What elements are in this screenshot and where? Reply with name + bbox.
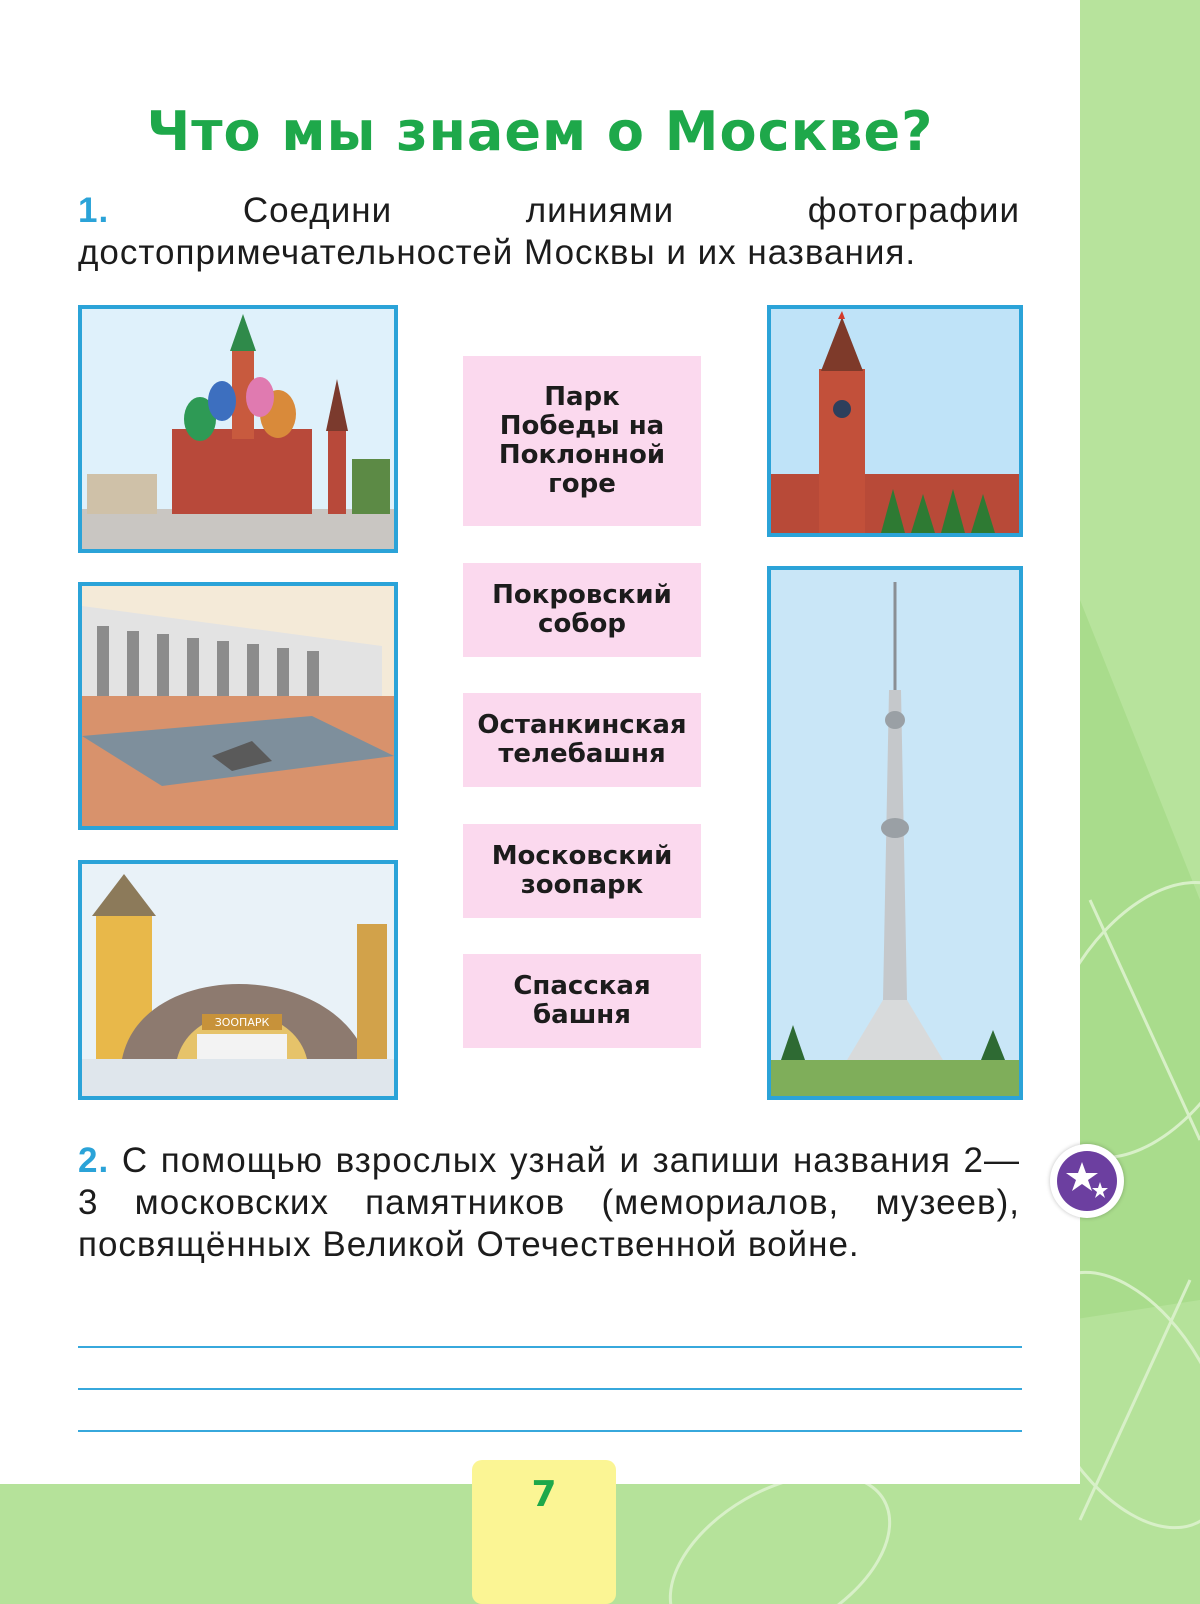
task-1 [78, 190, 1020, 274]
star-icon [1050, 1144, 1124, 1218]
photo-spasskaya-tower[interactable] [767, 305, 1023, 537]
label-victory-park[interactable] [463, 356, 701, 526]
label-ostankino-tower[interactable] [463, 693, 701, 787]
ostankino-tower-illustration [771, 570, 1019, 1096]
label-pokrovsky-cathedral-text: Покровский собор [492, 580, 672, 639]
task-1-number: 1. [78, 191, 110, 230]
zoo-gate-sign: ЗООПАРК [214, 1016, 270, 1029]
label-moscow-zoo[interactable] [463, 824, 701, 918]
task-2 [78, 1140, 1020, 1266]
star-badge [1050, 1144, 1124, 1218]
label-victory-park-text: Парк Победы на Поклонной горе [498, 382, 666, 499]
task-1-text: Соедини линиями фотографии достопримечательностей Москвы и их названия. [78, 191, 1020, 272]
label-spasskaya-tower-text: Спасская башня [513, 971, 651, 1030]
task-2-text: С помощью взрослых узнай и запиши названия 2—3 московских памятников (мемориалов, музеев), посвящённых Великой Отечественной войне. [78, 1141, 1020, 1264]
cathedral-illustration [82, 309, 394, 549]
label-ostankino-tower-text: Останкинская телебашня [477, 710, 687, 769]
label-spasskaya-tower[interactable] [463, 954, 701, 1048]
label-pokrovsky-cathedral[interactable] [463, 563, 701, 657]
answer-line-3[interactable] [78, 1430, 1022, 1432]
victory-park-illustration [82, 586, 394, 826]
label-moscow-zoo-text: Московский зоопарк [491, 841, 673, 900]
answer-line-1[interactable] [78, 1346, 1022, 1348]
photo-pokrovsky-cathedral[interactable] [78, 305, 398, 553]
zoo-gate-illustration [82, 864, 394, 1096]
photo-victory-park[interactable] [78, 582, 398, 830]
page-number: 7 [472, 1460, 616, 1604]
answer-line-2[interactable] [78, 1388, 1022, 1390]
spasskaya-tower-illustration [771, 309, 1019, 533]
task-2-number: 2. [78, 1141, 110, 1180]
photo-moscow-zoo[interactable] [78, 860, 398, 1100]
page-title: Что мы знаем о Москве? [146, 100, 934, 163]
photo-ostankino-tower[interactable] [767, 566, 1023, 1100]
